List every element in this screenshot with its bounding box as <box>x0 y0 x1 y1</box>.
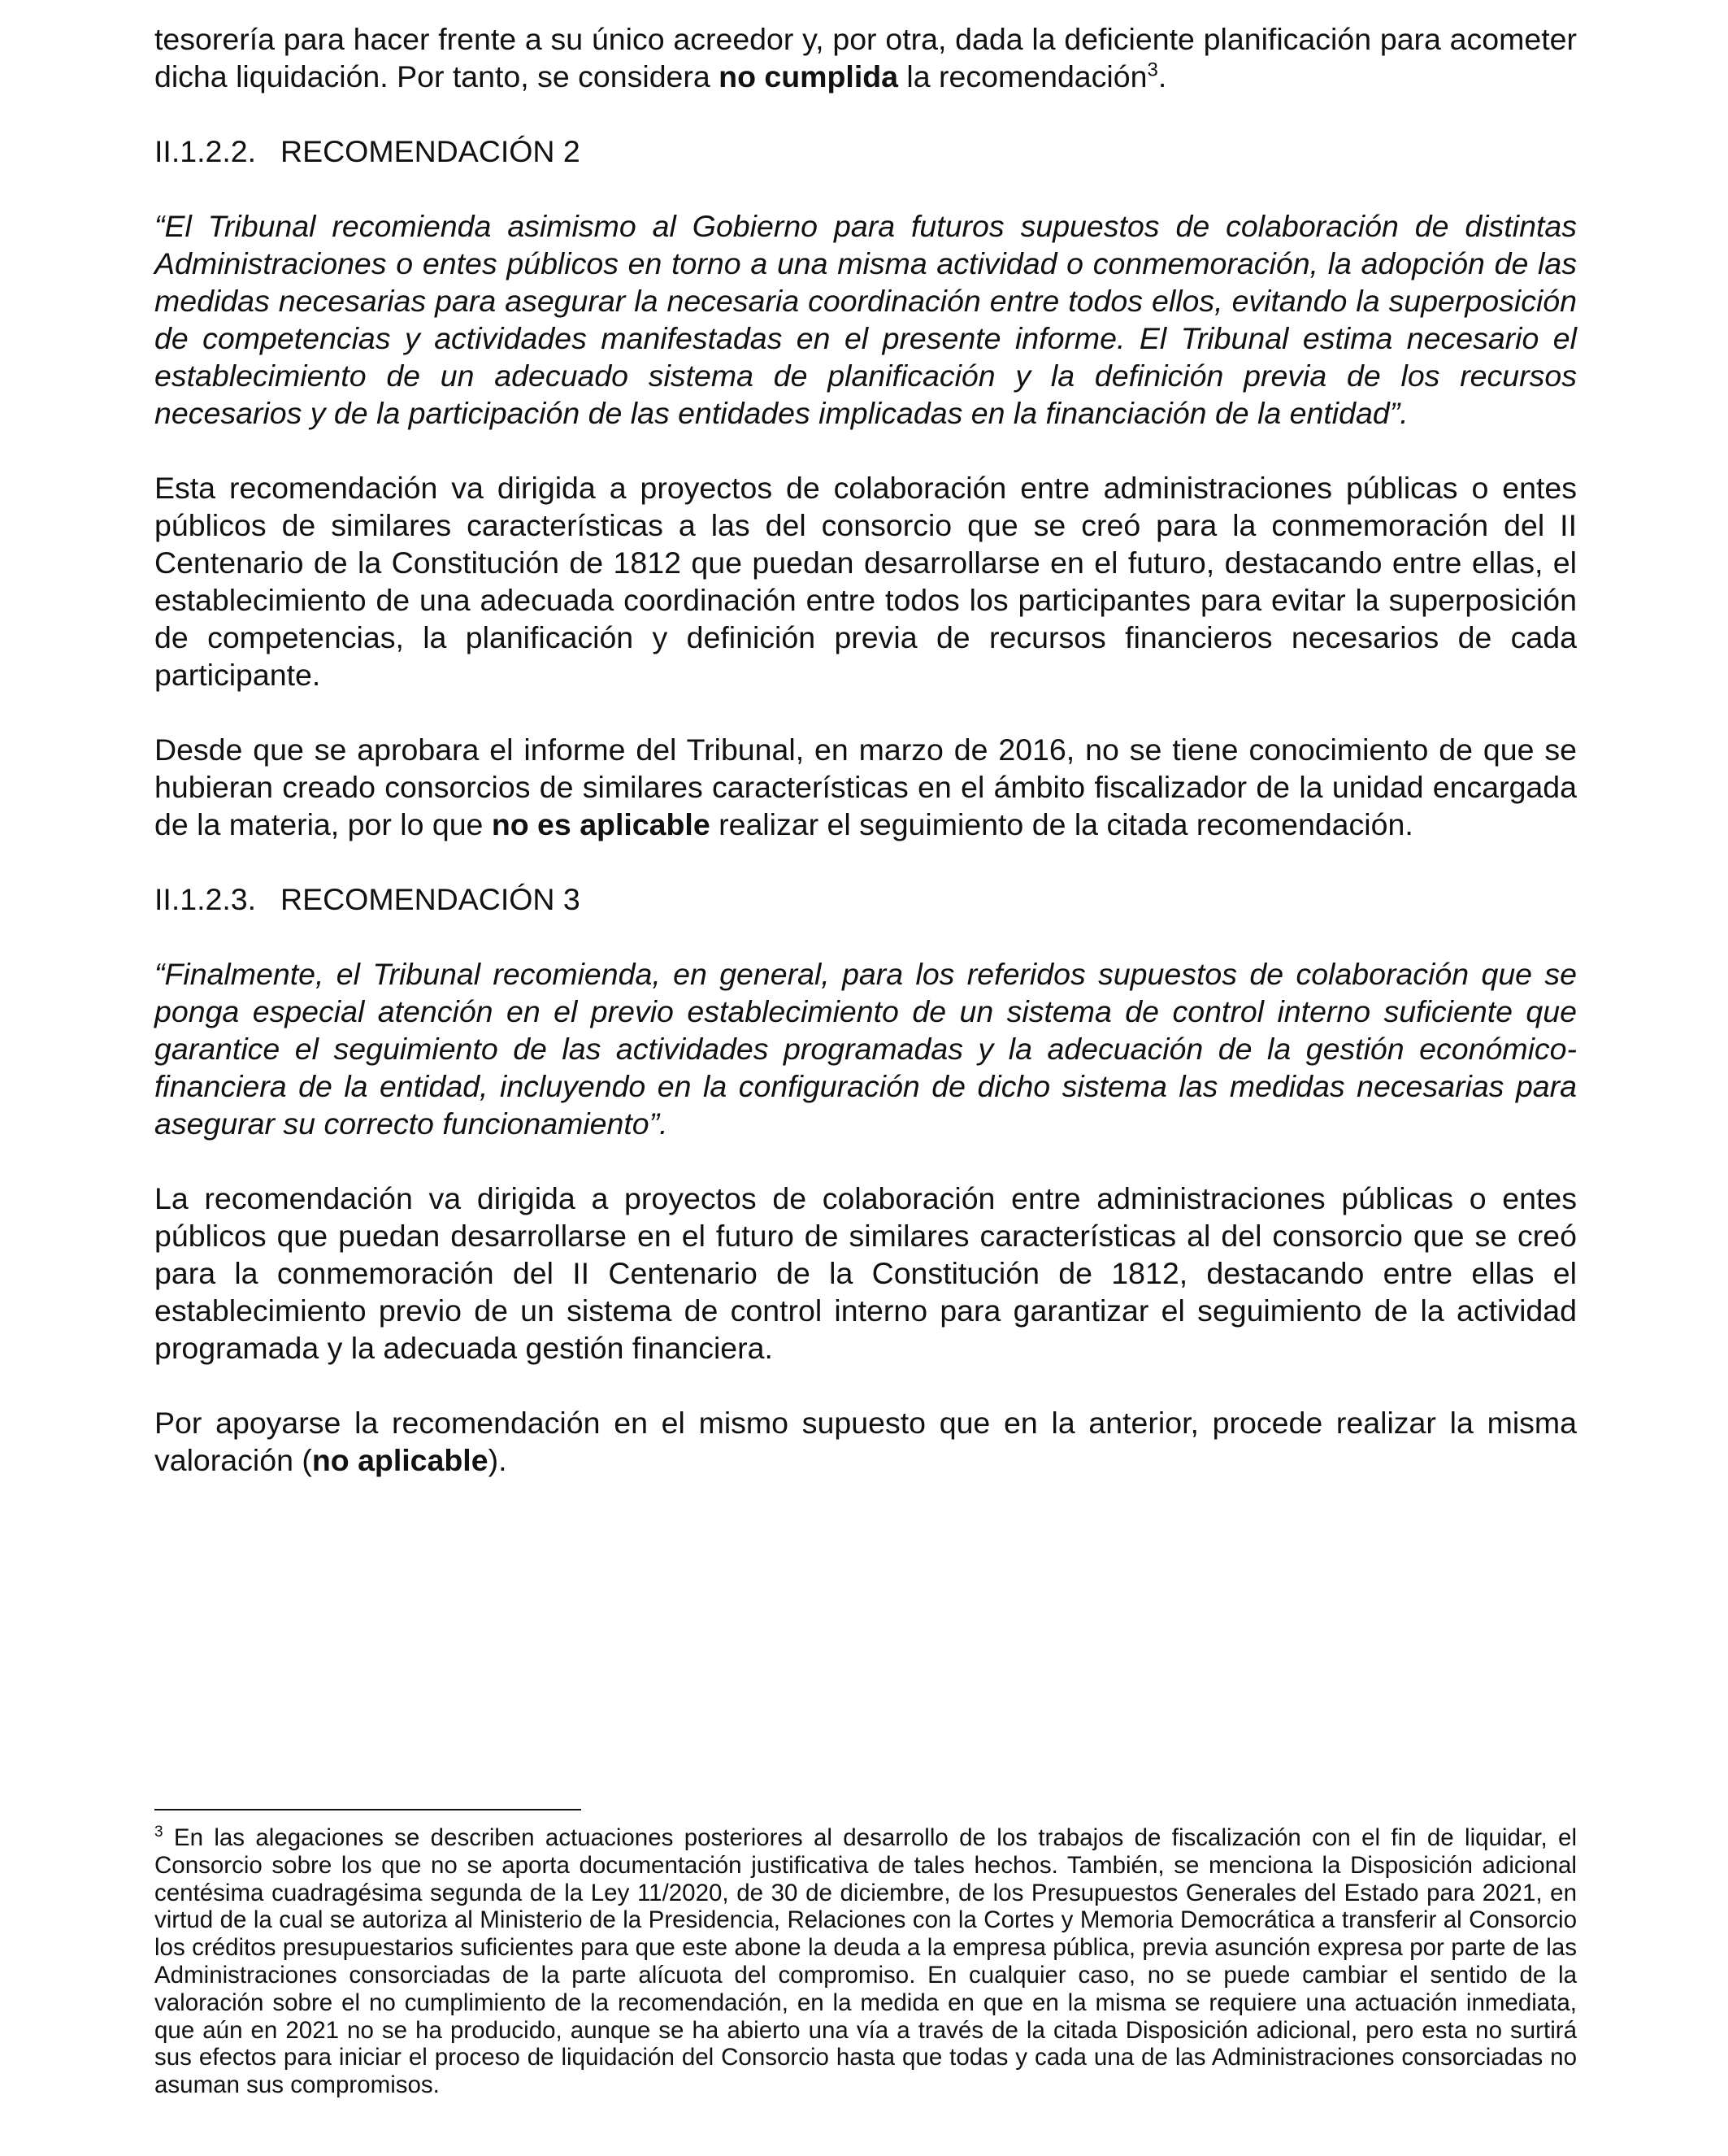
section-heading-rec2 <box>154 133 1577 170</box>
paragraph-text: tesorería para hacer frente a su único acreedor y, por otra, dada la deficiente planificación para acometer dicha liquidación. Por tanto, se considera <box>154 22 1577 93</box>
paragraph-rec3-assessment <box>154 1404 1577 1479</box>
assessment-not-applicable: no es aplicable <box>491 807 710 841</box>
paragraph-text: Desde que se aprobara el informe del Tribunal, en marzo de 2016, no se tiene conocimiento de que se hubieran creado consorcios de similares características en el ámbito fiscalizador de la unidad encargada de la materia, por lo que <box>154 732 1577 841</box>
paragraph-text: . <box>1157 59 1167 93</box>
paragraph-rec3-scope: La recomendación va dirigida a proyectos de colaboración entre administraciones públicas o entes públicos que puedan desarrollarse en el futuro de similares características al del consorcio que se creó para la conmemoración del II Centenario de la Constitución de 1812, destacando entre ellas el establecimiento previo de un sistema de control interno para garantizar el seguimiento de la actividad programada y la adecuada gestión financiera. <box>154 1181 1577 1365</box>
section-number: II.1.2.2. <box>154 134 257 168</box>
paragraph-rec2-scope: Esta recomendación va dirigida a proyectos de colaboración entre administraciones públicas o entes públicos de similares características a las del consorcio que se creó para la conmemoración del II Centenario de la Constitución de 1812 que puedan desarrollarse en el futuro, destacando entre ellas, el establecimiento de una adecuada coordinación entre todos los participantes para evitar la superposición de competencias, la planificación y definición previa de recursos financieros necesarios de cada participante. <box>154 471 1577 692</box>
section-title: RECOMENDACIÓN 3 <box>280 882 580 916</box>
footnote-separator <box>154 1809 581 1810</box>
footnote-reference[interactable]: 3 <box>1147 59 1158 81</box>
footnote-marker: 3 <box>154 1823 163 1841</box>
paragraph-text: ). <box>488 1443 507 1477</box>
paragraph-text: realizar el seguimiento de la citada recomendación. <box>710 807 1413 841</box>
footnote-3 <box>154 1824 1577 2099</box>
section-title: RECOMENDACIÓN 2 <box>280 134 580 168</box>
document-page <box>154 20 1577 1479</box>
quote-recommendation-2: “El Tribunal recomienda asimismo al Gobierno para futuros supuestos de colaboración de distintas Administraciones o entes públicos en torno a una misma actividad o conmemoración, la adopción de las medidas necesarias para asegurar la necesaria coordinación entre todos ellos, evitando la superposición de competencias y actividades manifestadas en el presente informe. El Tribunal estima necesario el establecimiento de un adecuado sistema de planificación y la definición previa de los recursos necesarios y de la participación de las entidades implicadas en la financiación de la entidad”. <box>154 209 1577 430</box>
section-heading-rec3 <box>154 880 1577 918</box>
footnote-text: En las alegaciones se describen actuaciones posteriores al desarrollo de los trabajos de fiscalización con el fin de liquidar, el Consorcio sobre los que no se aporta documentación justificativa de tales hechos. También, se menciona la Disposición adicional centésima cuadragésima segunda de la Ley 11/2020, de 30 de diciembre, de los Presupuestos Generales del Estado para 2021, en virtud de la cual se autoriza al Ministerio de la Presidencia, Relaciones con la Cortes y Memoria Democrática a transferir al Consorcio los créditos presupuestarios suficientes para que este abone la deuda a la empresa pública, previa asunción expresa por parte de las Administraciones consorciadas de la parte alícuota del compromiso. En cualquier caso, no se puede cambiar el sentido de la valoración sobre el no cumplimiento de la recomendación, en la medida en que en la misma se requiere una actuación inmediata, que aún en 2021 no se ha producido, aunque se ha abierto una vía a través de la citada Disposición adicional, pero esta no surtirá sus efectos para iniciar el proceso de liquidación del Consorcio hasta que todas y cada una de las Administraciones consorciadas no asuman sus compromisos. <box>154 1824 1577 2099</box>
paragraph-text: Por apoyarse la recomendación en el mismo supuesto que en la anterior, procede realizar la misma valoración ( <box>154 1406 1577 1477</box>
paragraph-rec2-assessment <box>154 731 1577 843</box>
paragraph-conclusion-rec1 <box>154 20 1577 95</box>
quote-recommendation-3: “Finalmente, el Tribunal recomienda, en general, para los referidos supuestos de colaboración que se ponga especial atención en el previo establecimiento de un sistema de control interno suficiente que garantice el seguimiento de las actividades programadas y la adecuación de la gestión económico-financiera de la entidad, incluyendo en la configuración de dicho sistema las medidas necesarias para asegurar su correcto funcionamiento”. <box>154 957 1577 1141</box>
assessment-not-applicable: no aplicable <box>311 1443 488 1477</box>
assessment-not-fulfilled: no cumplida <box>719 59 899 93</box>
section-number: II.1.2.3. <box>154 882 257 916</box>
paragraph-text: la recomendación <box>898 59 1148 93</box>
